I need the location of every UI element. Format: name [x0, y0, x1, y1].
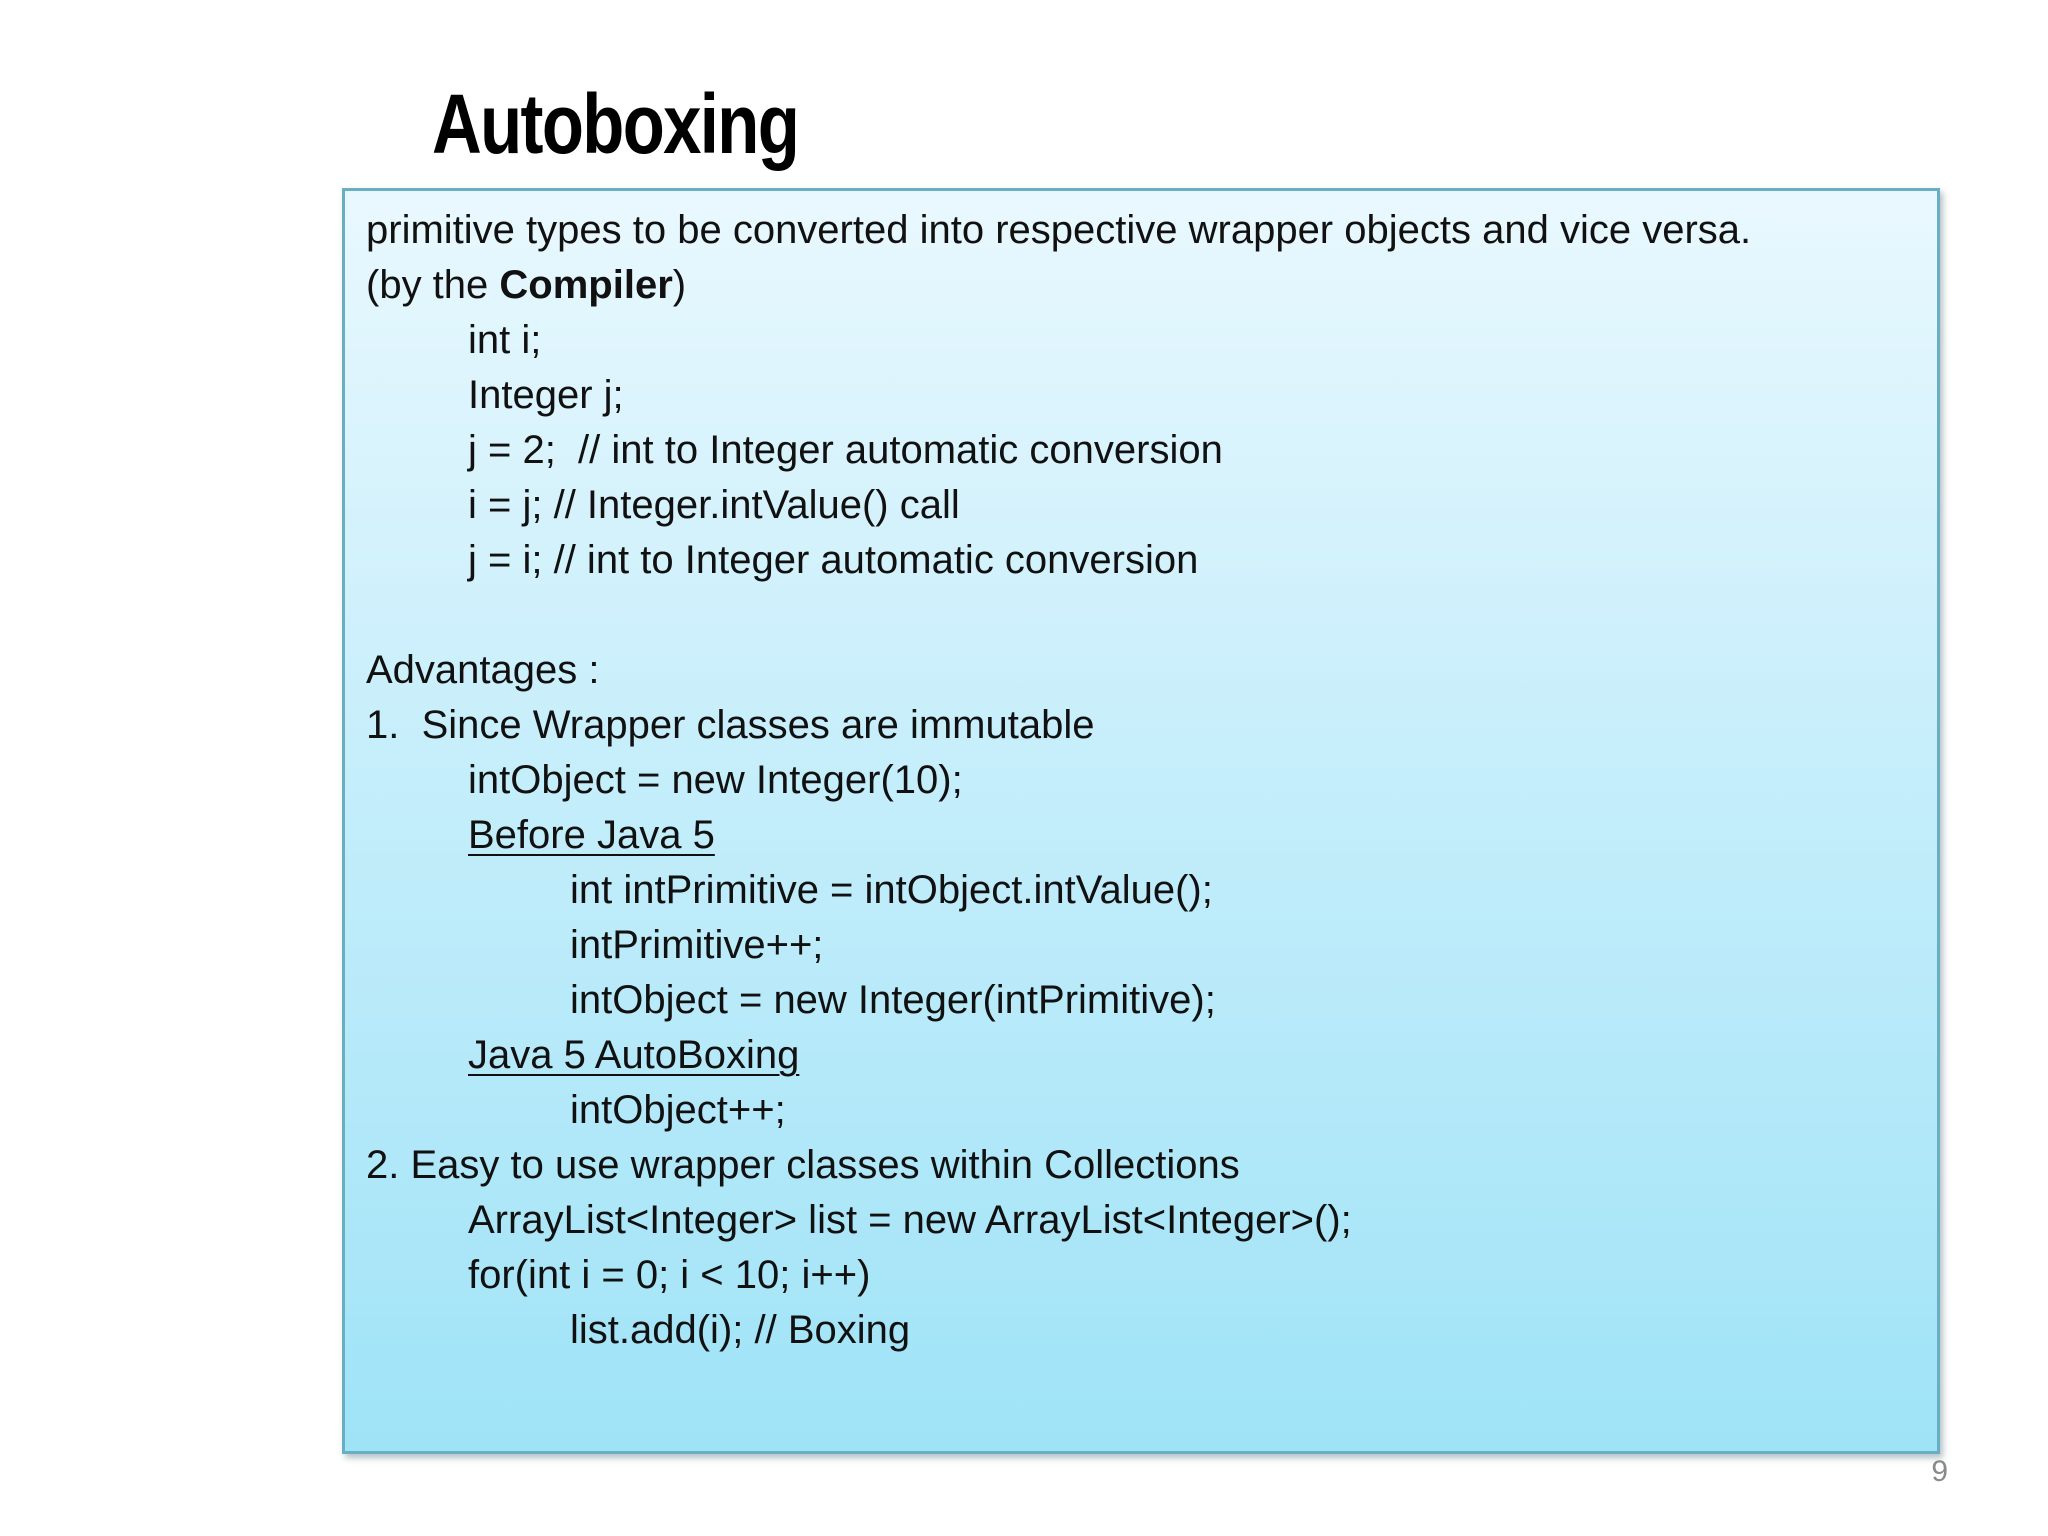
code-line: intObject++; — [570, 1088, 786, 1132]
java5-autoboxing-label-text: Java 5 AutoBoxing — [468, 1033, 800, 1077]
code-line: ArrayList<Integer> list = new ArrayList<Integer>(); — [468, 1198, 1352, 1242]
blank-line — [366, 588, 1937, 643]
advantage-2-title: 2. Easy to use wrapper classes within Collections — [366, 1143, 1240, 1187]
compiler-line-suffix: ) — [672, 263, 687, 307]
code-line: for(int i = 0; i < 10; i++) — [468, 1253, 871, 1297]
compiler-line — [366, 258, 1937, 313]
java5-autoboxing-label — [366, 1028, 1937, 1083]
compiler-keyword: Compiler — [499, 263, 673, 307]
before-java5-label-text: Before Java 5 — [468, 813, 715, 857]
slide-title: Autoboxing — [432, 77, 799, 171]
compiler-line-prefix: (by the — [366, 263, 500, 307]
code-line: int intPrimitive = intObject.intValue(); — [570, 868, 1213, 912]
advantage-1-title: 1. Since Wrapper classes are immutable — [366, 703, 1095, 747]
intro-line: primitive types to be converted into respective wrapper objects and vice versa. — [366, 208, 1752, 252]
page-number: 9 — [1931, 1455, 1948, 1488]
code-line: int i; — [468, 318, 542, 362]
before-java5-label — [366, 808, 1937, 863]
code-line: j = 2; // int to Integer automatic conversion — [468, 428, 1223, 472]
code-line: j = i; // int to Integer automatic conversion — [468, 538, 1199, 582]
code-line: list.add(i); // Boxing — [570, 1308, 911, 1352]
code-line: i = j; // Integer.intValue() call — [468, 483, 960, 527]
code-line: intObject = new Integer(10); — [468, 758, 963, 802]
code-line: intObject = new Integer(intPrimitive); — [570, 978, 1216, 1022]
code-line: Integer j; — [468, 373, 624, 417]
content-box — [342, 188, 1940, 1454]
code-line: intPrimitive++; — [570, 923, 824, 967]
advantages-heading: Advantages : — [366, 648, 600, 692]
